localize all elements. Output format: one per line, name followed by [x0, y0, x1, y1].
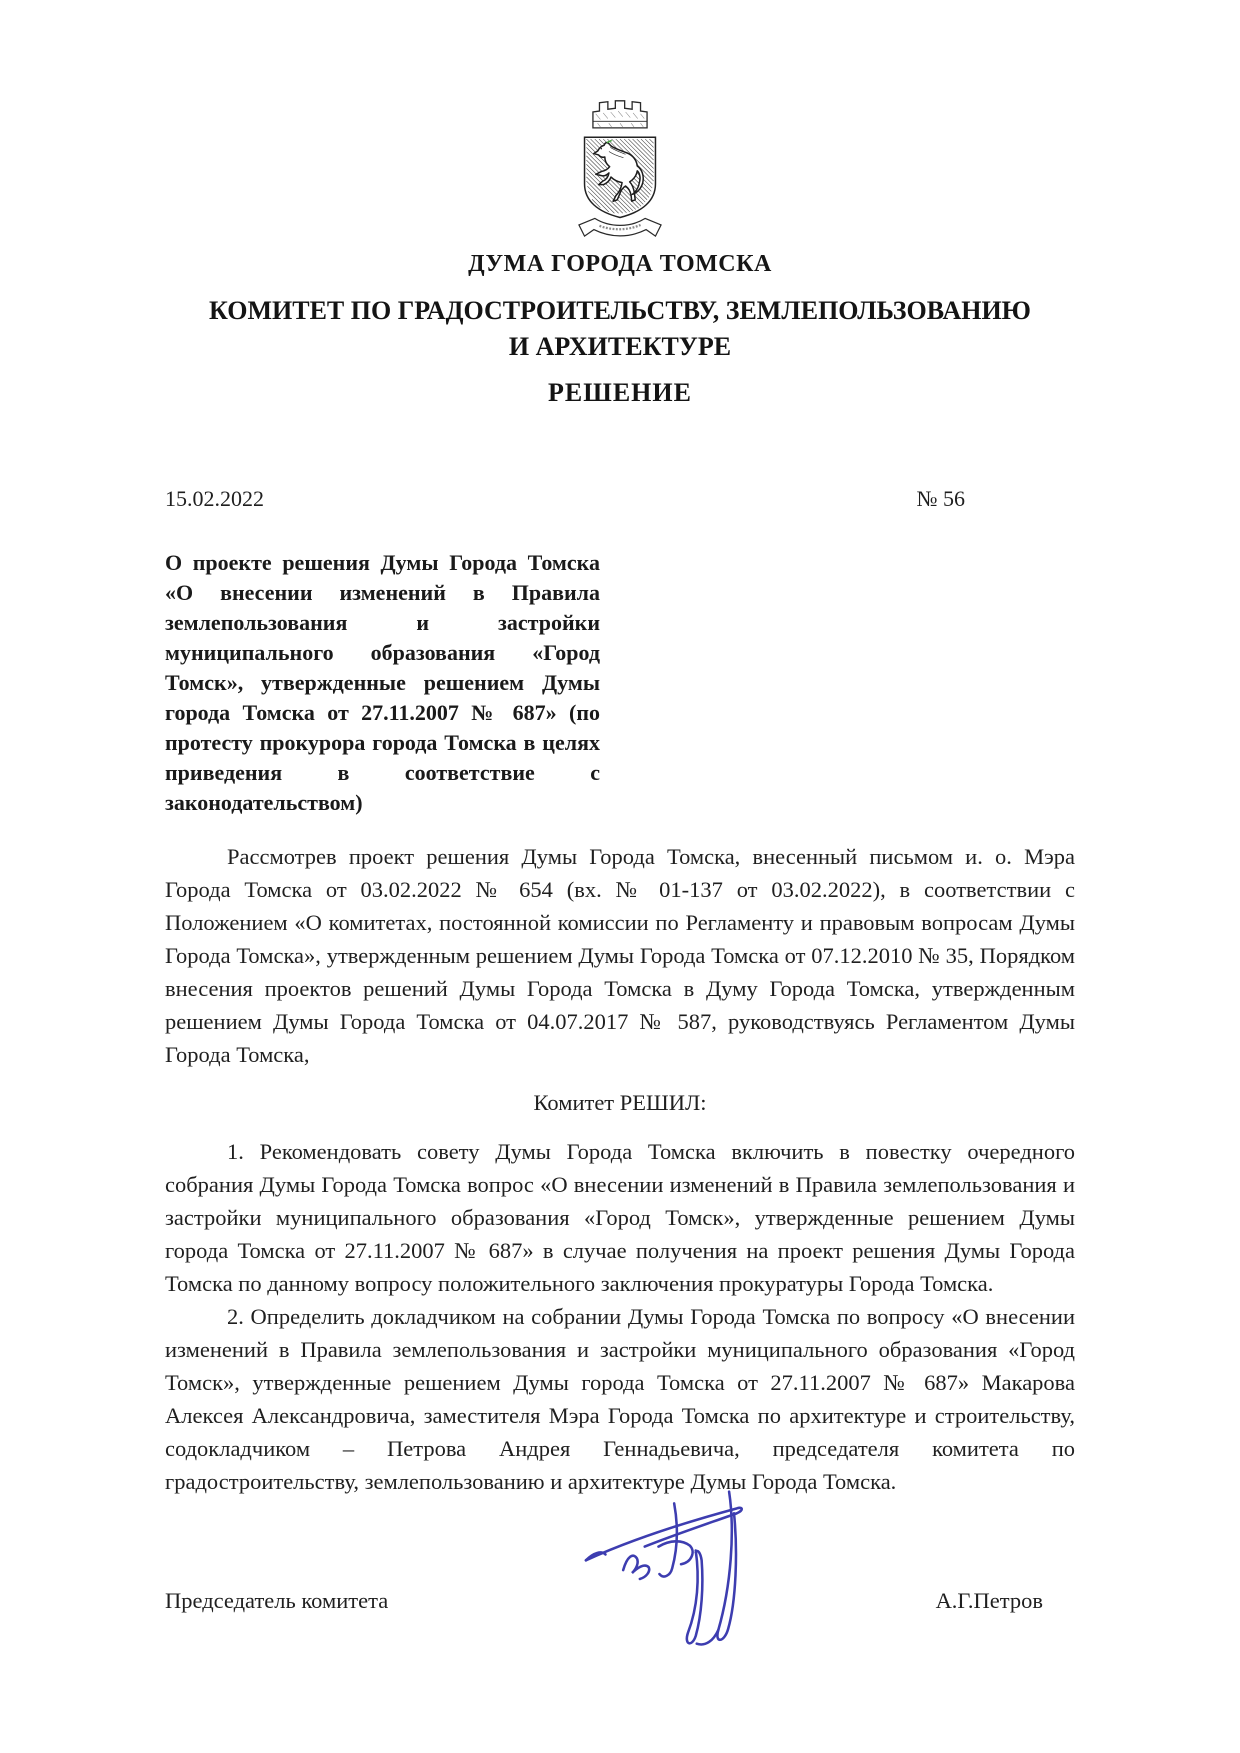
org-title: ДУМА ГОРОДА ТОМСКА: [468, 251, 772, 277]
signatory-name: А.Г.Петров: [935, 1588, 1043, 1613]
committee-title: [165, 293, 1075, 365]
doc-type-title: РЕШЕНИЕ: [548, 378, 692, 407]
committee-title-line1: КОМИТЕТ ПО ГРАДОСТРОИТЕЛЬСТВУ, ЗЕМЛЕПОЛЬЗОВАНИЮ: [209, 296, 1031, 325]
doc-date: 15.02.2022: [165, 486, 264, 511]
resolution-items: [165, 1135, 1075, 1498]
subject-block: О проекте решения Думы Города Томска «О внесении изменений в Правила землепользования и застройки муниципального образования «Город Томск», утвержденные решением Думы города Томска от 27.11.2007 № 687» (по протесту прокурора города Томска в целях приведения в соответствие с законодательством): [165, 550, 600, 815]
ribbon-shape: [579, 218, 661, 236]
preamble-paragraph: Рассмотрев проект решения Думы Города Томска, внесенный письмом и. о. Мэра Города Томска от 03.02.2022 № 654 (вх. № 01-137 от 03.02.2022), в соответствии с Положением «О комитетах, постоянной комиссии по Регламенту и правовым вопросам Думы Города Томска», утвержденным решением Думы Города Томска от 07.12.2010 № 35, Порядком внесения проектов решений Думы Города Томска в Думу Города Томска, утвержденным решением Думы Города Томска от 04.07.2017 № 587, руководствуясь Регламентом Думы Города Томска,: [165, 844, 1075, 1067]
committee-title-line2: И АРХИТЕКТУРЕ: [508, 332, 732, 361]
resolution-item-2: 2. Определить докладчиком на собрании Думы Города Томска по вопросу «О внесении изменений в Правила землепользования и застройки муниципального образования «Город Томск», утвержденные решением Думы города Томска от 27.11.2007 № 687» Макарова Алексея Александровича, заместителя Мэра Города Томска по архитектуре и строительству, содокладчиком – Петрова Андрея Геннадьевича, председателя комитета по градостроительству, землепользованию и архитектуре Думы Города Томска.: [165, 1304, 1075, 1494]
resolution-item-1: 1. Рекомендовать совету Думы Города Томска включить в повестку очередного собрания Думы Города Томска вопрос «О внесении изменений в Правила землепользования и застройки муниципального образования «Город Томск», утвержденные решением Думы города Томска от 27.11.2007 № 687» в случае получения на проект решения Думы Города Томска по данному вопросу положительного заключения прокуратуры Города Томска.: [165, 1139, 1075, 1296]
meta-row: [165, 486, 1075, 512]
horse-eye: [601, 148, 602, 149]
crown-shape: [593, 101, 647, 128]
coat-of-arms: [564, 0, 676, 242]
coat-of-arms-icon: [564, 94, 676, 242]
signature-row: [165, 1588, 1075, 1614]
resolution-heading: Комитет РЕШИЛ:: [533, 1090, 707, 1115]
doc-number: № 56: [916, 486, 965, 511]
signature-title: Председатель комитета: [165, 1588, 389, 1613]
